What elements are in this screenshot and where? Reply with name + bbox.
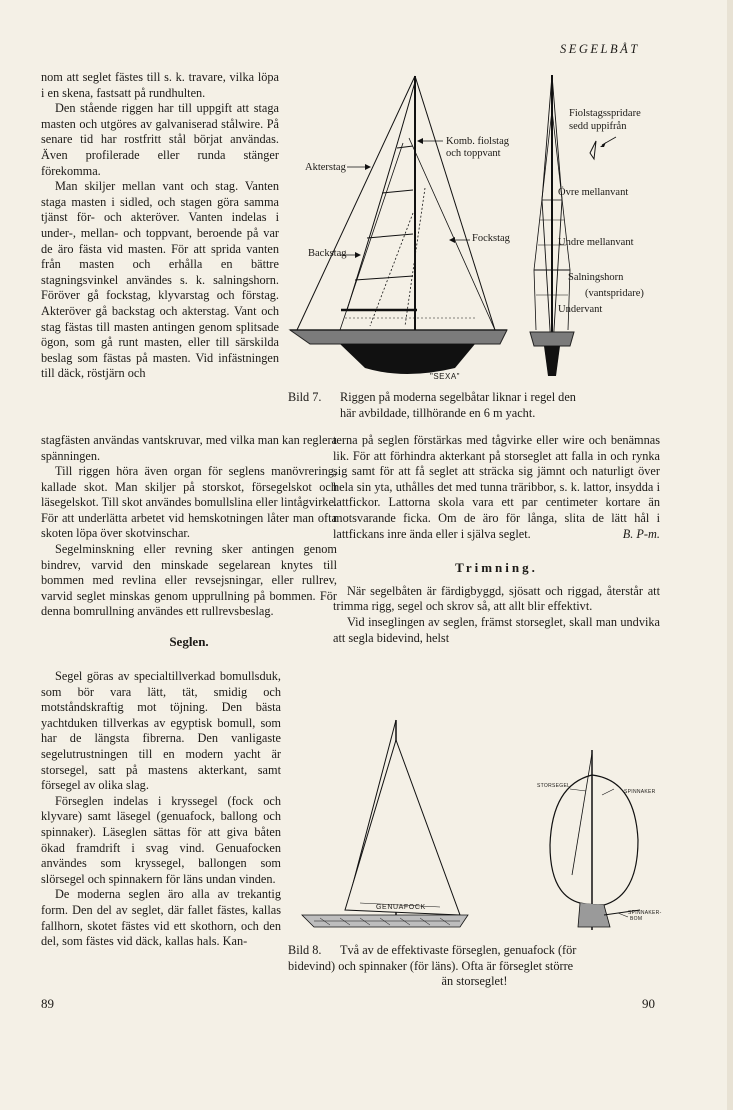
- label-salningshorn: Salningshorn: [568, 272, 624, 283]
- label-storsegel: STORSEGEL: [537, 783, 571, 789]
- label-ovre-mellanvant: Övre mellanvant: [558, 187, 629, 198]
- caption-line: bidevind) och spinnaker (för läns). Ofta är förseglet större: [288, 958, 574, 973]
- figure-7-caption: [288, 390, 661, 421]
- paragraph: Den stående riggen har till uppgift att staga masten och utgöres av galvaniserad stålwire. På senare tid har rostfritt stål börjat användas. Även profilerade eller runda stänger förekomma.: [41, 101, 279, 178]
- heading-seglen: Seglen.: [169, 633, 209, 649]
- label-spinnakerbom: SPINNAKER-: [628, 910, 662, 916]
- paragraph: Vid inseglingen av seglen, främst storseglet, skall man undvika att segla bidevind, helst: [333, 614, 660, 645]
- caption-line: än storseglet!: [441, 974, 508, 989]
- left-column-wide: [41, 433, 337, 464]
- page-number-left: 89: [41, 996, 54, 1011]
- label-genuafock: GENUAFOCK: [376, 904, 426, 911]
- paragraph: stagfästen användas vantskruvar, med vilka man kan reglera spänningen.: [41, 433, 337, 463]
- paragraph: nom att seglet fästes till s. k. travare, vilka löpa i en skena, fastsatt på rundhulten.: [41, 70, 279, 100]
- rig-diagram: [285, 68, 515, 380]
- caption-line: Riggen på moderna segelbåtar liknar i regel den: [340, 390, 576, 404]
- caption-line: Två av de effektivaste förseglen, genuafock (för: [340, 943, 577, 957]
- left-column-middle: [41, 464, 337, 654]
- paragraph: Segel göras av specialtillverkad bomullsduk, som bör vara lätt, tät, smidig och motståndskraftig mot töjning. Den bästa yachtduken tillverkas av egyptisk bomull, som har de längsta fibrerna. Den vanligaste segelutrustningen till en modern yacht är storsegel, satt på mastens akterkant, samt försegel av olika slag.: [41, 669, 281, 793]
- caption-line: här avbildade, tillhörande en 6 m yacht.: [340, 405, 536, 420]
- left-column-lower: [41, 669, 281, 950]
- label-fiolstag: Fiolstagsspridare: [569, 108, 641, 119]
- page-number-right: 90: [642, 996, 655, 1011]
- label-fiolstag-2: sedd uppifrån: [569, 121, 627, 132]
- paragraph: Till riggen höra även organ för seglens manövrering, kallade skot. Man skiljer på storskot, försegelskot och läsegelskot. Till skot användes bomullslina eller lintågvirke. För att underlätta arbetet vid hemskotningen låter man ofta skoten löpa över skotvinschar.: [41, 464, 337, 541]
- label-sexa: "SEXA": [430, 372, 461, 381]
- right-column: [333, 433, 660, 646]
- label-komb-2: och toppvant: [446, 148, 501, 159]
- paragraph: Förseglen indelas i kryssegel (fock och klyvare) samt läsegel (genuafock, ballong och spinnaker). Läseglen sättas för att giva båten ökad framdrift i svag vind. Genuafocken användes som kryssegel, ballongen som slörsegel och spinnakern för läns undan vinden.: [41, 793, 281, 886]
- label-spinnakerbom-2: BOM: [630, 916, 643, 922]
- label-undervant: Undervant: [558, 304, 603, 315]
- label-fockstag: Fockstag: [472, 233, 510, 244]
- paragraph: Man skiljer mellan vant och stag. Vanten staga masten i sidled, och stagen göra samma tjänst för- och akteröver. Vanten indelas i under-, mellan- och toppvant, beroende på var de äro fästa vid masten. För att sprida vanten från masten och erhålla en bättre stagningsvinkel användes s. k. salningshorn. Föröver gå fockstag, klyvarstag och förstag. Akteröver gå backstag och akterstag. Vant och stag fästas till masten antingen genom splitsade ögon, som gå runt masten, eller till särskilda beslag som fästas på masten. Vid infästningen till däck, röstjärn och: [41, 179, 279, 381]
- heading-trimning: Trimning.: [455, 560, 538, 576]
- label-salningshorn-2: (vantspridare): [585, 288, 644, 299]
- label-akterstag: Akterstag: [305, 162, 346, 173]
- spinnaker-diagram: [540, 745, 650, 935]
- spreader-top-view: [580, 135, 620, 165]
- figure-8-number: Bild 8.: [288, 943, 322, 957]
- left-column: [41, 70, 279, 382]
- signature: B. P-m.: [622, 526, 660, 541]
- figure-7-number: Bild 7.: [288, 390, 322, 404]
- label-backstag: Backstag: [308, 248, 347, 259]
- paragraph: De moderna seglen äro alla av trekantig form. Den del av seglet, där fallet fästes, kallas fallhorn, skotet fästes vid ett skothorn, och den del, som fästes vid däck, kallas hals. Kan-: [41, 887, 281, 949]
- label-komb: Komb. fiolstag: [446, 136, 509, 147]
- label-undre-mellanvant: Undre mellanvant: [558, 237, 634, 248]
- label-spinnaker: SPINNAKER: [624, 789, 656, 795]
- page-edge: [727, 0, 733, 1110]
- paragraph: Segelminskning eller revning sker antingen genom bindrev, varvid den minskade segelarean knytes till bommen med revlina eller revsejsningar, eller rullrev, varvid seglet minskas genom upprullning på bommen. För denna bomrullning användes ett rullrevsbeslag.: [41, 541, 337, 619]
- running-head: SEGELBÅT: [560, 42, 640, 56]
- paragraph: terna på seglen förstärkas med tågvirke eller wire och benämnas lik. För att förhindra akterkant på storseglet att falla in och rynka sig samt för att få seglet att sträcka sig jämnt och naturligt över hela sin yta, uthålles det med tunna träribbor, s. k. lattor, insydda i lattfickor. Lattorna skola vara ett par centimeter kortare än motsvarande ficka. Om de äro för långa, slita de lätt hål i lattfickans inre ända eller i själva seglet.: [333, 433, 660, 541]
- paragraph: När segelbåten är färdigbyggd, sjösatt och riggad, återstår att trimma rigg, segel och skrov så, att allt blir effektivt.: [333, 583, 660, 614]
- figure-8-caption: [288, 943, 661, 990]
